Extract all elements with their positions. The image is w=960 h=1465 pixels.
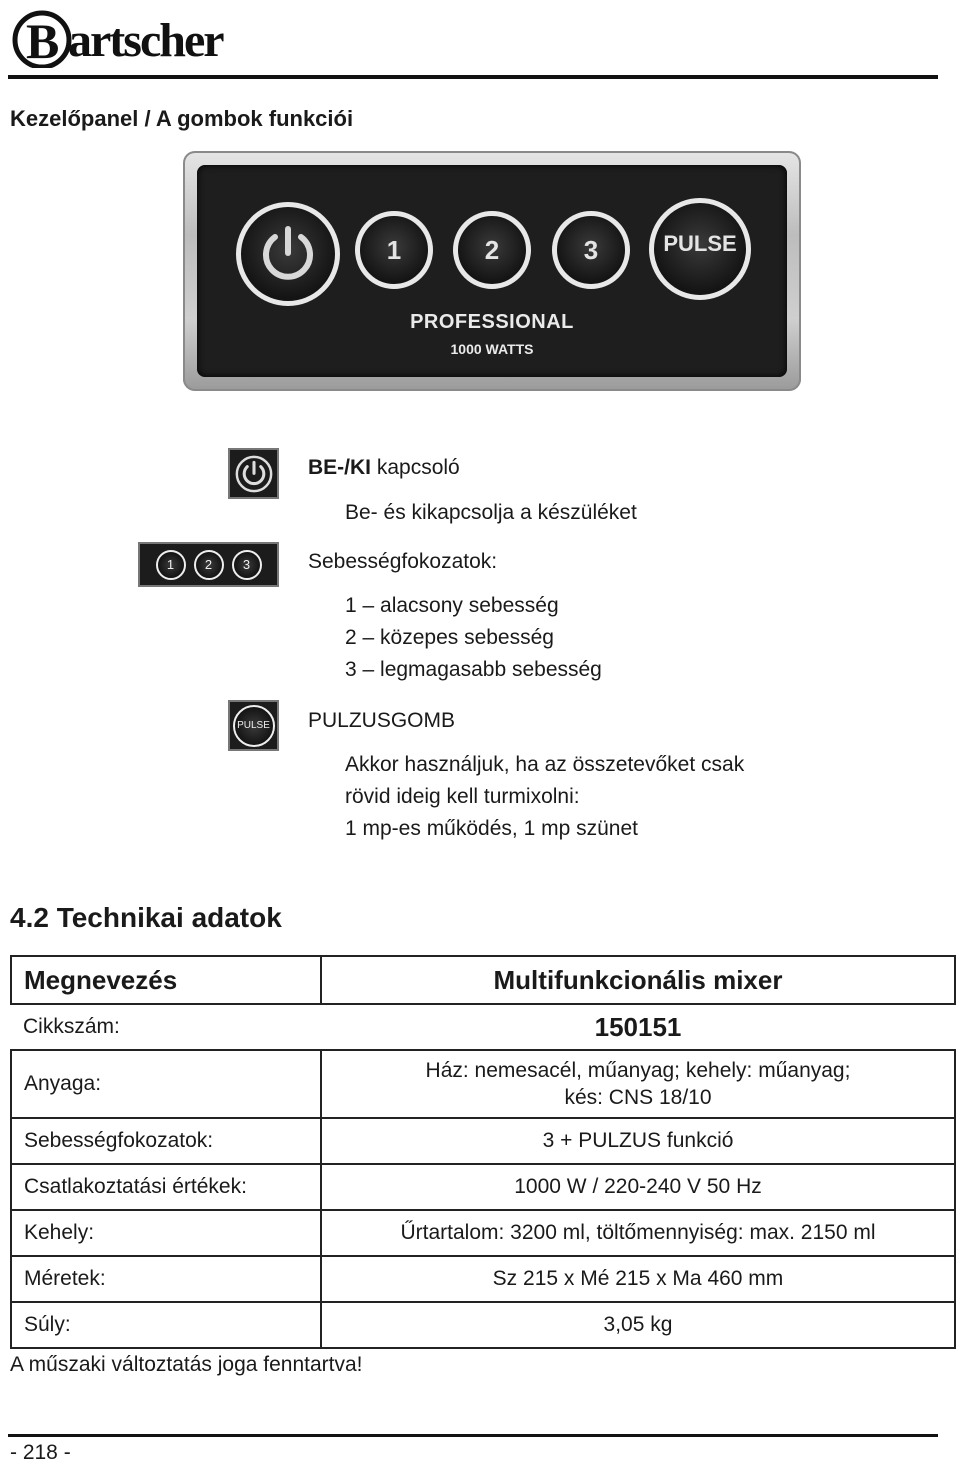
panel-speed-3-button: 3	[552, 211, 630, 289]
table-row	[11, 1302, 955, 1348]
pulse-button-icon	[228, 700, 279, 751]
material-value-line-1: Ház: nemesacél, műanyag; kehely: műanyag;	[425, 1059, 851, 1082]
power-title-bold: BE-/KI	[308, 456, 371, 479]
jug-label-cell: Kehely:	[11, 1210, 321, 1256]
header-rule	[8, 75, 938, 79]
power-icon	[257, 223, 319, 285]
table-row	[11, 1164, 955, 1210]
speed-buttons-icon	[138, 542, 279, 587]
panel-brand-professional: PROFESSIONAL	[410, 311, 574, 333]
jug-value-cell: Űrtartalom: 3200 ml, töltőmennyiség: max. 2150 ml	[321, 1210, 955, 1256]
panel-brand-watts: 1000 WATTS	[450, 341, 534, 357]
pulse-line-3: 1 mp-es működés, 1 mp szünet	[345, 817, 638, 840]
speed-line-1: 1 – alacsony sebesség	[345, 594, 559, 617]
pulse-line-1: Akkor használjuk, ha az összetevőket csak	[345, 753, 745, 776]
svg-text:artscher: artscher	[68, 14, 223, 67]
speed-2-icon: 2	[194, 550, 224, 580]
pulse-description	[345, 749, 744, 845]
panel-speed-2-button: 2	[453, 211, 531, 289]
power-title	[308, 456, 460, 480]
pulse-icon: PULSE	[233, 705, 275, 747]
table-row-article	[11, 1004, 955, 1050]
power-description: Be- és kikapcsolja a készüléket	[345, 501, 637, 524]
tech-data-table	[10, 955, 956, 1349]
bartscher-logo	[12, 4, 242, 68]
panel-pulse-button: PULSE	[649, 198, 751, 300]
connection-label-cell: Csatlakoztatási értékek:	[11, 1164, 321, 1210]
pulse-line-2: rövid ideig kell turmixolni:	[345, 785, 580, 808]
weight-value-cell: 3,05 kg	[321, 1302, 955, 1348]
panel-power-button	[236, 202, 340, 306]
speed-list	[345, 590, 602, 686]
section-title: Kezelőpanel / A gombok funkciói	[10, 106, 354, 131]
dimensions-value-cell: Sz 215 x Mé 215 x Ma 460 mm	[321, 1256, 955, 1302]
header-value-cell: Multifunkcionális mixer	[321, 956, 955, 1004]
power-title-rest: kapcsoló	[371, 456, 460, 479]
speed-title: Sebességfokozatok:	[308, 550, 498, 573]
page-number: - 218 -	[10, 1441, 71, 1464]
speed-3-icon: 3	[232, 550, 262, 580]
article-label-cell: Cikkszám:	[11, 1004, 321, 1050]
material-value-cell	[321, 1050, 955, 1118]
speed-line-3: 3 – legmagasabb sebesség	[345, 658, 602, 681]
material-value-line-2: kés: CNS 18/10	[564, 1086, 712, 1109]
footnote: A műszaki változtatás joga fenntartva!	[10, 1353, 363, 1376]
speeds-value-cell: 3 + PULZUS funkció	[321, 1118, 955, 1164]
material-label-cell: Anyaga:	[11, 1050, 321, 1118]
header-label-cell: Megnevezés	[11, 956, 321, 1004]
tech-data-title: 4.2 Technikai adatok	[10, 902, 282, 933]
dimensions-label-cell: Méretek:	[11, 1256, 321, 1302]
power-button-icon	[228, 448, 279, 499]
speed-line-2: 2 – közepes sebesség	[345, 626, 554, 649]
table-row	[11, 1210, 955, 1256]
control-panel-photo	[183, 151, 801, 391]
weight-label-cell: Súly:	[11, 1302, 321, 1348]
table-row	[11, 1118, 955, 1164]
svg-text:B: B	[26, 13, 60, 68]
table-header-row	[11, 956, 955, 1004]
footer-rule	[8, 1434, 938, 1437]
power-icon	[235, 455, 273, 493]
connection-value-cell: 1000 W / 220-240 V 50 Hz	[321, 1164, 955, 1210]
panel-speed-1-button: 1	[355, 211, 433, 289]
pulse-title: PULZUSGOMB	[308, 709, 456, 732]
table-row	[11, 1050, 955, 1118]
speed-1-icon: 1	[156, 550, 186, 580]
table-row	[11, 1256, 955, 1302]
article-value-cell: 150151	[321, 1004, 955, 1050]
speeds-label-cell: Sebességfokozatok:	[11, 1118, 321, 1164]
